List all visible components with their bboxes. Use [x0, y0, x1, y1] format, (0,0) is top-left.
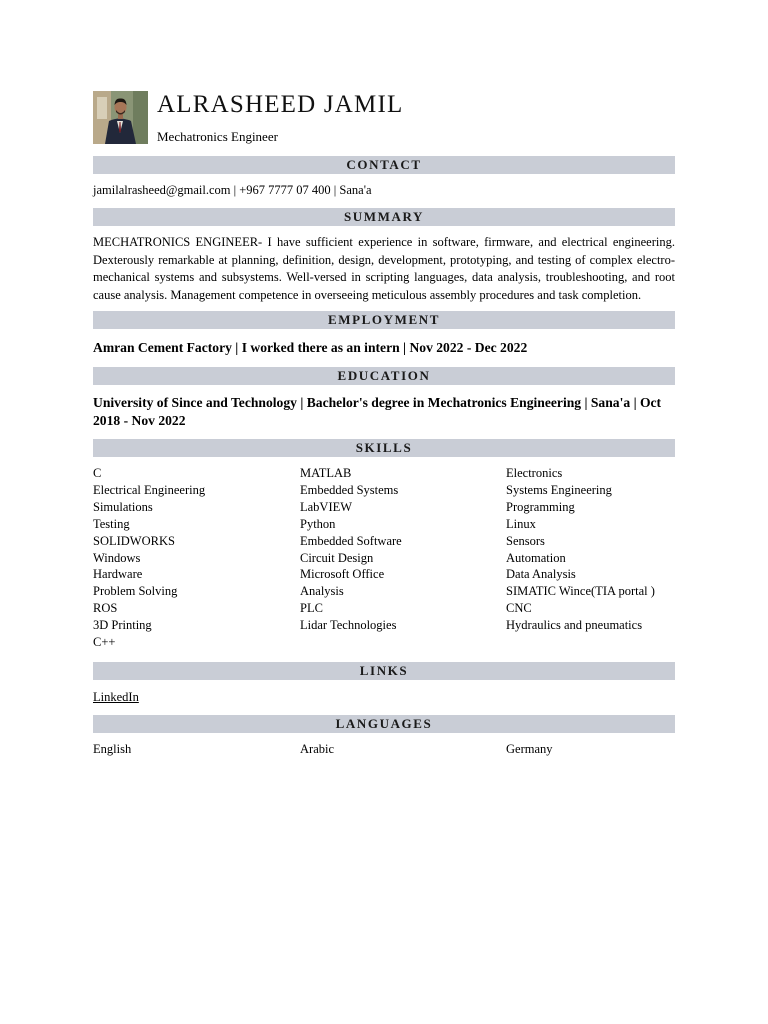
skill-item: Lidar Technologies [300, 618, 397, 633]
profile-photo [93, 91, 148, 144]
skill-item: Problem Solving [93, 584, 178, 599]
skill-item: CNC [506, 601, 532, 616]
skill-item: Analysis [300, 584, 344, 599]
skill-item: Systems Engineering [506, 482, 612, 497]
skill-item: MATLAB [300, 466, 352, 480]
section-header-links: LINKS [93, 662, 675, 680]
skill-item: Hydraulics and pneumatics [506, 618, 643, 633]
skill-item: Embedded Software [300, 533, 402, 548]
section-header-contact: CONTACT [93, 156, 675, 174]
profile-photo-image [93, 91, 148, 144]
linkedin-link[interactable]: LinkedIn [93, 690, 139, 704]
skill-item: Testing [93, 516, 130, 531]
language-item: Arabic [300, 742, 335, 756]
section-header-languages: LANGUAGES [93, 715, 675, 733]
skill-item: Sensors [506, 533, 545, 548]
skill-item: Hardware [93, 567, 143, 582]
section-header-education: EDUCATION [93, 367, 675, 385]
skill-item: SIMATIC Wince(TIA portal ) [506, 584, 655, 599]
skill-item: Circuit Design [300, 550, 374, 565]
contact-line: jamilalrasheed@gmail.com | +967 7777 07 400 | Sana'a [93, 183, 372, 197]
language-item: English [93, 742, 132, 756]
skill-item: Python [300, 516, 336, 531]
skill-item: Programming [506, 499, 575, 514]
job-title: Mechatronics Engineer [157, 129, 278, 144]
skill-item: PLC [300, 601, 323, 616]
section-header-summary: SUMMARY [93, 208, 675, 226]
skill-item: Simulations [93, 499, 153, 514]
skill-item: 3D Printing [93, 618, 152, 633]
skill-item: LabVIEW [300, 499, 353, 514]
skill-item: Microsoft Office [300, 567, 385, 582]
skill-item: ROS [93, 601, 118, 616]
skill-item: C++ [93, 635, 116, 650]
skill-item: Embedded Systems [300, 482, 399, 497]
skill-item: C [93, 466, 102, 480]
skill-item: Windows [93, 550, 141, 565]
section-header-employment: EMPLOYMENT [93, 311, 675, 329]
language-item: Germany [506, 742, 553, 756]
languages-list [93, 741, 713, 758]
skill-item: Automation [506, 550, 566, 565]
skill-item: SOLIDWORKS [93, 533, 175, 548]
skill-item: Linux [506, 516, 536, 531]
skill-item: Electronics [506, 466, 563, 480]
skill-item: Electrical Engineering [93, 482, 206, 497]
education-entry: University of Since and Technology | Bachelor's degree in Mechatronics Engineering | Sana'a | Oct 2018 - Nov 2022 [93, 395, 662, 428]
skills-list [93, 465, 713, 651]
employment-entry: Amran Cement Factory | I worked there as an intern | Nov 2022 - Dec 2022 [93, 340, 528, 355]
section-header-skills: SKILLS [93, 439, 675, 457]
summary-text: MECHATRONICS ENGINEER- I have sufficient experience in software, firmware, and electrical engineering. Dexterously remarkable at planning, definition, design, development, prototyping, and testing of complex electro-mechanical systems and subsystems. Well-versed in scripting languages, data analysis, troubleshooting, and root cause analysis. Management competence in overseeing meticulous assembly procedures and task completion. [93, 235, 675, 302]
candidate-name: ALRASHEED JAMIL [157, 91, 404, 118]
skill-item: Data Analysis [506, 567, 576, 582]
